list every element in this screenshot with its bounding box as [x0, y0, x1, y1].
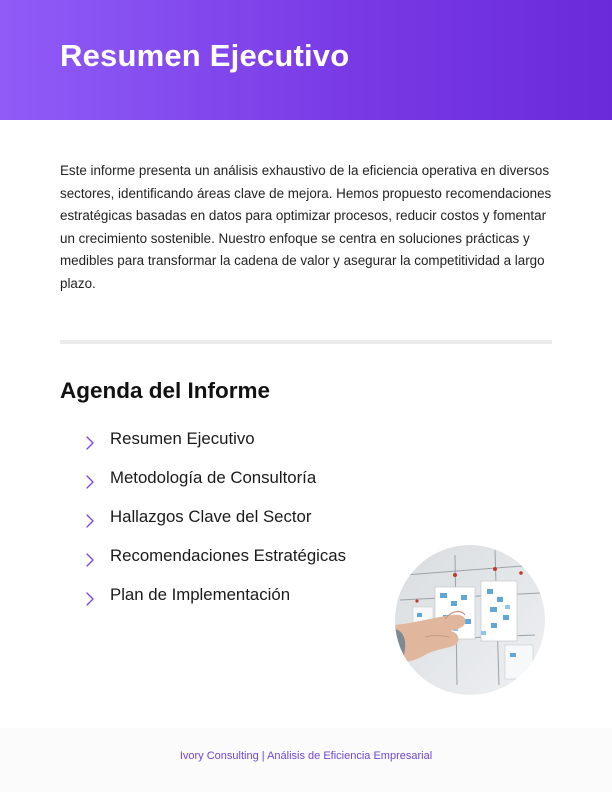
header-banner [0, 0, 612, 120]
agenda-item-hallazgos [84, 506, 346, 545]
agenda-item-label: Metodología de Consultoría [110, 468, 317, 487]
agenda-item-resumen [84, 428, 346, 467]
agenda-title: Agenda del Informe [60, 378, 271, 403]
footer-text: Ivory Consulting | Análisis de Eficiencia Empresarial [179, 750, 433, 762]
agenda-item-label: Recomendaciones Estratégicas [110, 546, 346, 565]
agenda-item-label: Plan de Implementación [110, 585, 291, 604]
footer [0, 728, 612, 792]
chevron-right-icon [84, 474, 96, 490]
page-title: Resumen Ejecutivo [60, 38, 350, 73]
agenda-list [84, 428, 346, 623]
chevron-right-icon [84, 591, 96, 607]
agenda-item-metodologia [84, 467, 346, 506]
chevron-right-icon [84, 552, 96, 568]
intro-paragraph: Este informe presenta un análisis exhaustivo de la eficiencia operativa en diversos sectores, identificando áreas clave de mejora. Hemos propuesto recomendaciones estratégicas basadas en datos para optimizar procesos, reducir costos y fomentar un crecimiento sostenible. Nuestro enfoque se centra en soluciones prácticas y medibles para transformar la cadena de valor y asegurar la competitividad a largo plazo. [60, 163, 552, 291]
section-divider [60, 340, 552, 344]
chevron-right-icon [84, 513, 96, 529]
process-board-photo [395, 545, 545, 695]
agenda-item-label: Resumen Ejecutivo [110, 429, 255, 448]
agenda-item-label: Hallazgos Clave del Sector [110, 507, 312, 526]
agenda-item-recomendaciones [84, 545, 346, 584]
agenda-item-plan [84, 584, 346, 623]
chevron-right-icon [84, 435, 96, 451]
